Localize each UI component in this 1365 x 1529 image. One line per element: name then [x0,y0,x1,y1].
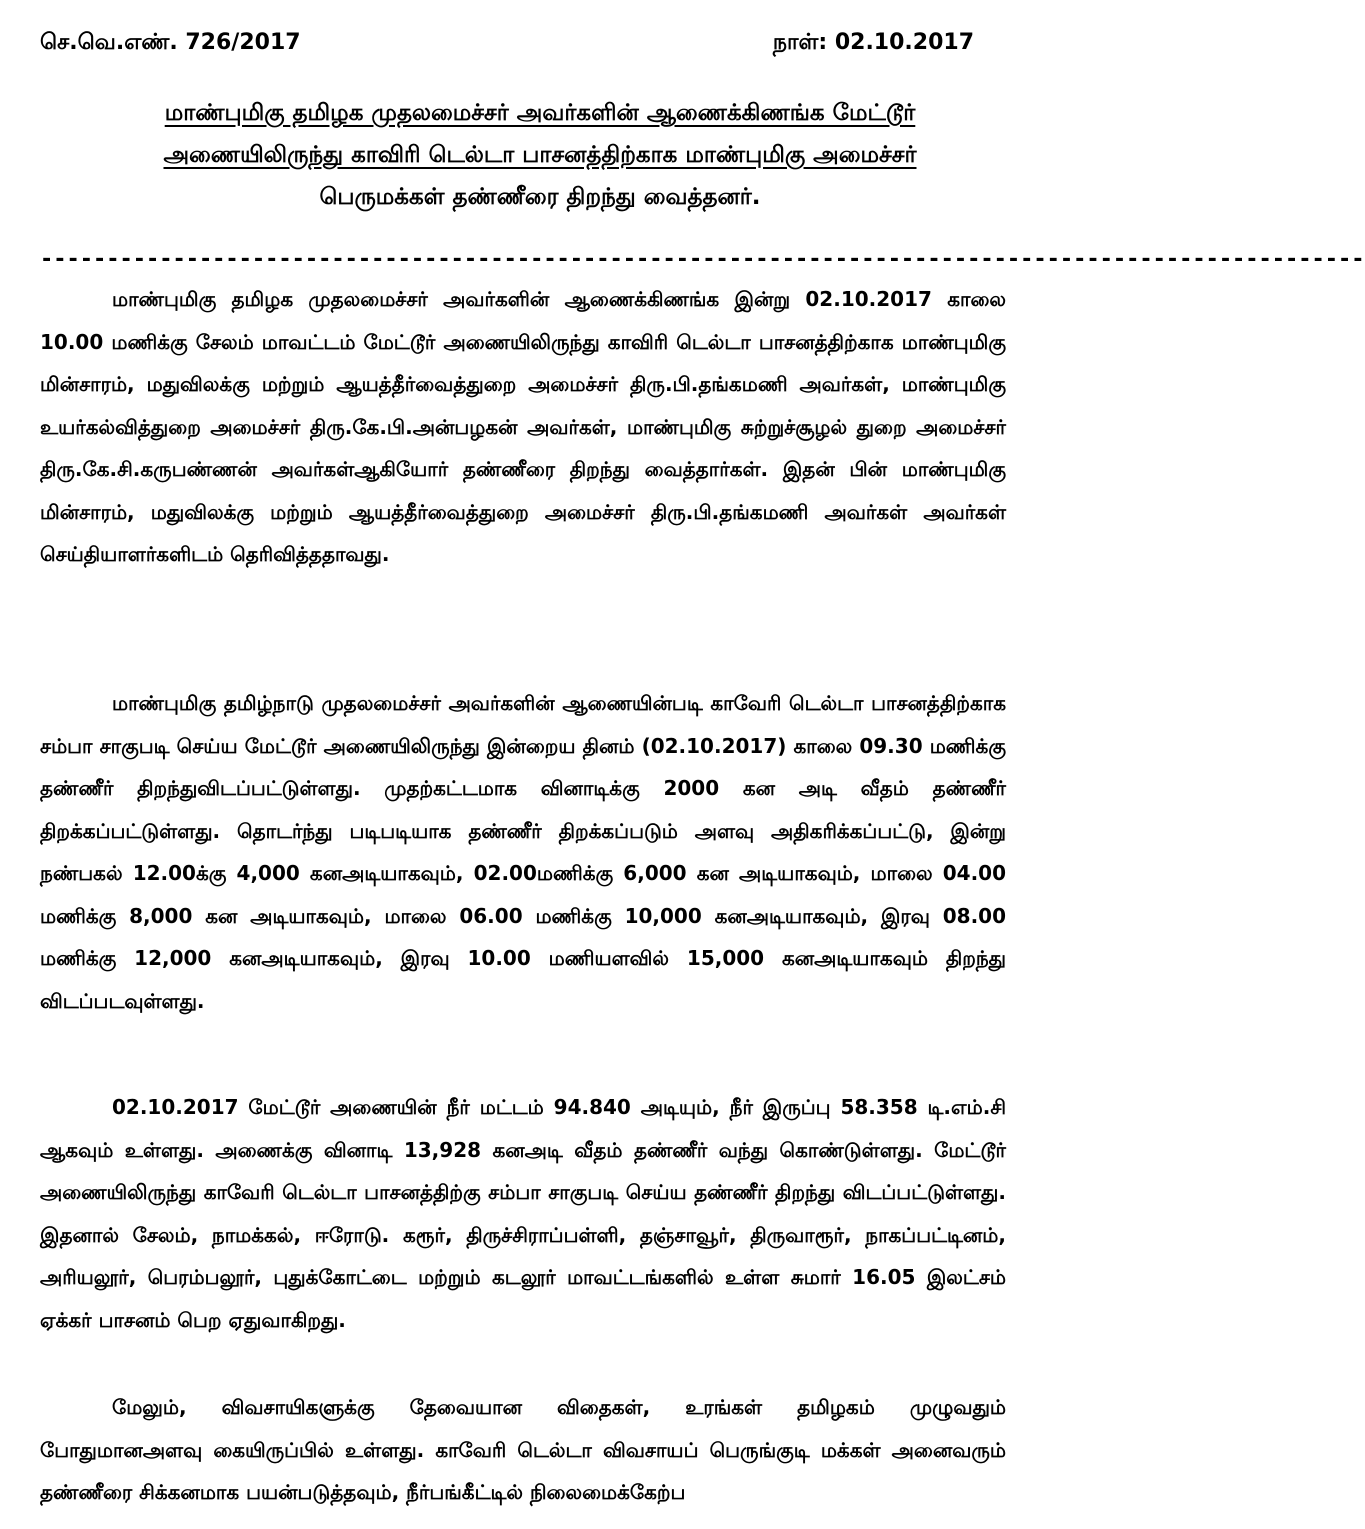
paragraph-2: மாண்புமிகு தமிழ்நாடு முதலமைச்சர் அவர்களின் ஆணையின்படி காவேரி டெல்டா பாசனத்திற்காக சம்பா சாகுபடி செய்ய மேட்டூர் அணையிலிருந்து இன்றைய தினம் (02.10.2017) காலை 09.30 மணிக்கு தண்ணீர் திறந்துவிடப்பட்டுள்ளது. முதற்கட்டமாக வினாடிக்கு 2000 கன அடி வீதம் தண்ணீர் திறக்கப்பட்டுள்ளது. தொடர்ந்து படிபடியாக தண்ணீர் திறக்கப்படும் அளவு அதிகரிக்கப்பட்டு, இன்று நண்பகல் 12.00க்கு 4,000 கனஅடியாகவும், 02.00மணிக்கு 6,000 கன அடியாகவும், மாலை 04.00 மணிக்கு 8,000 கன அடியாகவும், மாலை 06.00 மணிக்கு 10,000 கனஅடியாகவும், இரவு 08.00 மணிக்கு 12,000 கனஅடியாகவும், இரவு 10.00 மணியளவில் 15,000 கனஅடியாகவும் திறந்து விடப்படவுள்ளது. [40,691,1006,1013]
paragraph-4: மேலும், விவசாயிகளுக்கு தேவையான விதைகள், உரங்கள் தமிழகம் முழுவதும் போதுமானஅளவு கையிருப்பில் உள்ளது. காவேரி டெல்டா விவசாயப் பெருங்குடி மக்கள் அனைவரும் தண்ணீரை சிக்கனமாக பயன்படுத்தவும், நீர்பங்கீட்டில் நிலைமைக்கேற்ப [40,1395,1006,1504]
document-title [80,92,1000,218]
reference-number: செ.வெ.எண். 726/2017 [40,30,301,55]
paragraph-1: மாண்புமிகு தமிழக முதலமைச்சர் அவர்களின் ஆணைக்கிணங்க இன்று 02.10.2017 காலை 10.00 மணிக்கு சேலம் மாவட்டம் மேட்டூர் அணையிலிருந்து காவிரி டெல்டா பாசனத்திற்காக மாண்புமிகு மின்சாரம், மதுவிலக்கு மற்றும் ஆயத்தீர்வைத்துறை அமைச்சர் திரு.பி.தங்கமணி அவர்கள், மாண்புமிகு உயர்கல்வித்துறை அமைச்சர் திரு.கே.பி.அன்பழகன் அவர்கள், மாண்புமிகு சுற்றுச்சூழல் துறை அமைச்சர் திரு.கே.சி.கருபண்ணன் அவர்கள்ஆகியோர் தண்ணீரை திறந்து வைத்தார்கள். இதன் பின் மாண்புமிகு மின்சாரம், மதுவிலக்கு மற்றும் ஆயத்தீர்வைத்துறை அமைச்சர் திரு.பி.தங்கமணி அவர்கள் அவர்கள் செய்தியாளர்களிடம் தெரிவித்ததாவது. [40,287,1006,566]
separator-line: ---------------------------------------------------------------------------------------------------- [40,247,1365,272]
paragraph-3: 02.10.2017 மேட்டூர் அணையின் நீர் மட்டம் 94.840 அடியும், நீர் இருப்பு 58.358 டி.எம்.சி ஆகவும் உள்ளது. அணைக்கு வினாடி 13,928 கனஅடி வீதம் தண்ணீர் வந்து கொண்டுள்ளது. மேட்டூர் அணையிலிருந்து காவேரி டெல்டா பாசனத்திற்கு சம்பா சாகுபடி செய்ய தண்ணீர் திறந்து விடப்பட்டுள்ளது. இதனால் சேலம், நாமக்கல், ஈரோடு. கரூர், திருச்சிராப்பள்ளி, தஞ்சாவூர், திருவாரூர், நாகப்பட்டினம், அரியலூர், பெரம்பலூர், புதுக்கோட்டை மற்றும் கடலூர் மாவட்டங்களில் உள்ள சுமார் 16.05 இலட்சம் ஏக்கர் பாசனம் பெற ஏதுவாகிறது. [40,1095,1006,1332]
title-line-3: பெருமக்கள் தண்ணீரை திறந்து வைத்தனர். [319,184,761,210]
document-date: நாள்: 02.10.2017 [772,30,974,55]
title-line-2: அணையிலிருந்து காவிரி டெல்டா பாசனத்திற்காக மாண்புமிகு அமைச்சர் [163,142,917,168]
title-line-1: மாண்புமிகு தமிழக முதலமைச்சர் அவர்களின் ஆணைக்கிணங்க மேட்டூர் [164,100,916,126]
document-header [40,30,974,58]
